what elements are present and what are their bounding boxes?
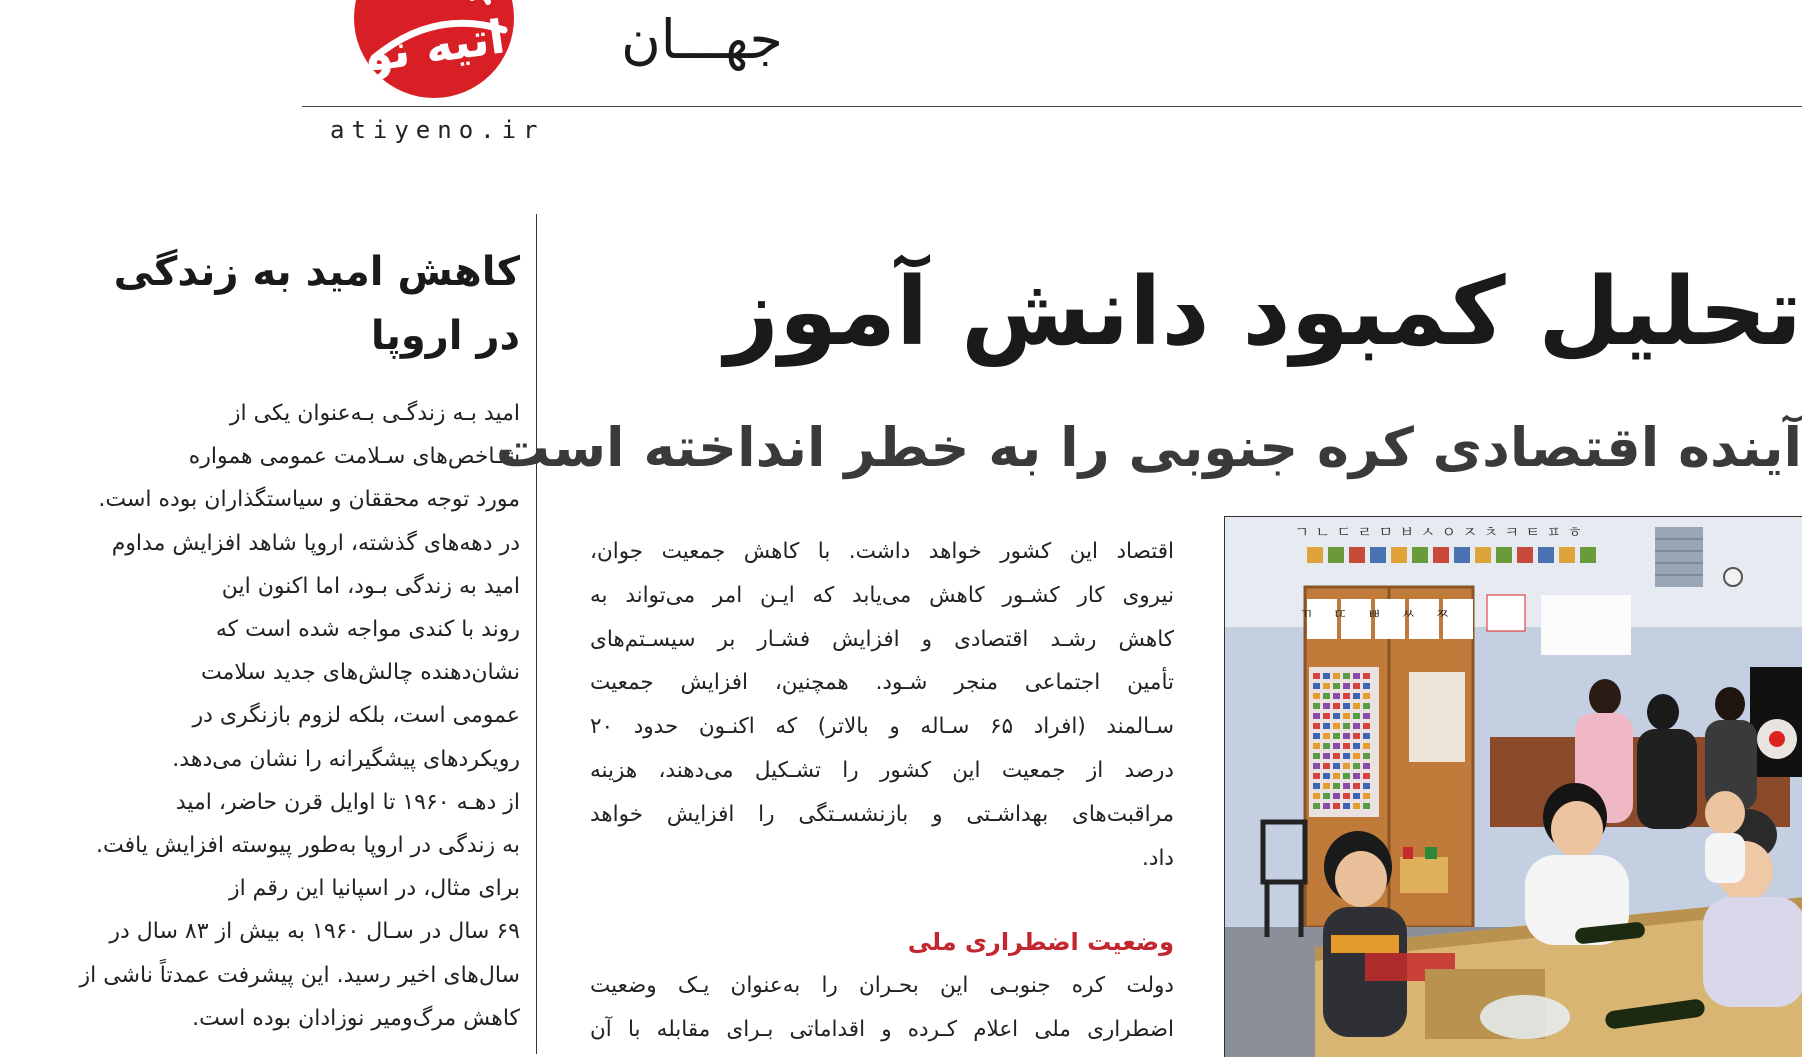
hangul-letter: ㄴ [1315, 523, 1330, 541]
article-photo[interactable] [1224, 516, 1802, 1057]
masthead-divider [302, 106, 1802, 107]
text-line: داد. [1142, 845, 1174, 871]
main-article-body [590, 530, 1174, 1052]
chart-cell [1333, 743, 1340, 749]
column-divider [536, 214, 537, 1054]
side-title-line: کاهش امید به زندگی [113, 249, 520, 295]
picture-card [1538, 547, 1554, 563]
side-body-line: عمومی است، بلکه لزوم بازنگری در [192, 703, 520, 729]
chart-cell [1343, 723, 1350, 729]
side-body-line: ۶۹ سال در سـال ۱۹۶۰ به بیش از ۸۳ سال در [109, 919, 520, 945]
chart-cell [1343, 703, 1350, 709]
chart-cell [1313, 693, 1320, 699]
chart-cell [1343, 683, 1350, 689]
side-body-line: از دهـه ۱۹۶۰ تا اوایل قرن حاضر، امید [175, 789, 520, 815]
hangul-letter: ㄹ [1357, 523, 1372, 541]
chart-cell [1363, 763, 1370, 769]
article-subheading: وضعیت اضطراری ملی [907, 928, 1174, 957]
chart-cell [1353, 773, 1360, 779]
chart-cell [1323, 713, 1330, 719]
side-article-title [0, 240, 520, 368]
text-line: سـالمند (افراد ۶۵ سـاله و بالاتر) که اکنـون حدود ۲۰ [590, 714, 1174, 740]
chart-cell [1353, 693, 1360, 699]
picture-card [1307, 547, 1323, 563]
side-body-line: کاهش مرگ‌ومیر نوزادان بوده است. [192, 1005, 520, 1031]
chart-cell [1363, 713, 1370, 719]
classroom-photo [1225, 517, 1802, 1057]
hangul-letter: ㅈ [1462, 523, 1477, 541]
chart-cell [1323, 733, 1330, 739]
picture-card [1580, 547, 1596, 563]
side-article [79, 240, 520, 1052]
chart-cell [1333, 773, 1340, 779]
hangul-letter: ㅊ [1483, 523, 1498, 541]
door-letter-cards [1299, 599, 1473, 639]
chart-cell [1353, 803, 1360, 809]
chart-cell [1313, 793, 1320, 799]
chart-cell [1343, 773, 1350, 779]
chart-cell [1343, 733, 1350, 739]
chart-cell [1313, 783, 1320, 789]
chart-cell [1363, 683, 1370, 689]
chart-cell [1363, 673, 1370, 679]
hangul-letter: ㄷ [1336, 523, 1351, 541]
chart-cell [1353, 673, 1360, 679]
text-line: کاهش رشـد اقتصادی و افزایش فشـار بر سیسـتم‌های [590, 626, 1174, 652]
chart-cell [1313, 753, 1320, 759]
chart-cell [1313, 803, 1320, 809]
side-body-line: امید به زندگی بـود، اما اکنون این [221, 573, 520, 599]
chart-cell [1333, 753, 1340, 759]
picture-card [1328, 547, 1344, 563]
chart-cell [1323, 793, 1330, 799]
chart-cell [1343, 753, 1350, 759]
side-body-line: در دهه‌های گذشته، اروپا شاهد افزایش مداوم [111, 530, 520, 556]
chart-cell [1363, 783, 1370, 789]
chart-cell [1333, 703, 1340, 709]
chart-cell [1323, 773, 1330, 779]
chart-cell [1333, 793, 1340, 799]
chart-cell [1323, 783, 1330, 789]
paragraph-2 [590, 964, 1174, 1052]
chart-cell [1313, 673, 1320, 679]
chart-cell [1353, 753, 1360, 759]
hangul-letter: ㅁ [1378, 523, 1393, 541]
chart-cell [1323, 673, 1330, 679]
chart-cell [1343, 793, 1350, 799]
main-headline: تحلیل کمبود دانش آموز [724, 258, 1802, 367]
chart-cell [1313, 743, 1320, 749]
chart-cell [1333, 673, 1340, 679]
chart-cell [1323, 693, 1330, 699]
chart-cell [1313, 683, 1320, 689]
side-body-line: برای مثال، در اسپانیا این رقم از [228, 876, 520, 902]
chart-cell [1363, 753, 1370, 759]
chart-cell [1363, 693, 1370, 699]
chart-cell [1353, 713, 1360, 719]
text-line: نیروی کار کشـور کاهش می‌یابد که ایـن امر می‌تواند به [590, 582, 1174, 608]
chart-cell [1313, 723, 1320, 729]
side-body-line: نشان‌دهنده چالش‌های جدید سلامت [200, 660, 520, 686]
chart-cell [1353, 743, 1360, 749]
side-body-line: به زندگی در اروپا به‌طور پیوسته افزایش یافت. [96, 833, 520, 859]
letter-card-text: ㄸ [1333, 607, 1347, 623]
chart-cell [1343, 673, 1350, 679]
picture-card [1412, 547, 1428, 563]
site-url[interactable]: atiyeno.ir [330, 116, 545, 144]
chart-cell [1333, 733, 1340, 739]
chart-cell [1333, 693, 1340, 699]
chart-cell [1313, 763, 1320, 769]
side-article-body [0, 392, 520, 1040]
side-body-line: رویکردهای پیشگیرانه را نشان می‌دهد. [172, 746, 520, 772]
side-title-line: در اروپا [370, 313, 520, 359]
paragraph-1 [590, 530, 1174, 880]
chart-cell [1343, 713, 1350, 719]
chart-cell [1363, 733, 1370, 739]
logo-text: اتیه نو [360, 9, 508, 83]
chart-cell [1353, 733, 1360, 739]
side-body-line: شـاخص‌های سـلامت عمومی همواره [188, 444, 520, 470]
side-body-line: سال‌های اخیر رسید. این پیشرفت عمدتاً ناشی از [79, 962, 520, 988]
chart-cell [1323, 743, 1330, 749]
hangul-letter: ㅇ [1441, 523, 1456, 541]
chart-cell [1313, 733, 1320, 739]
hangul-letter: ㅂ [1399, 523, 1414, 541]
chart-cell [1363, 773, 1370, 779]
picture-card [1433, 547, 1449, 563]
chart-cell [1333, 683, 1340, 689]
chart-cell [1333, 763, 1340, 769]
hangul-letter: ㅎ [1567, 523, 1582, 541]
letter-card-text: ㅉ [1435, 607, 1449, 623]
chart-cell [1363, 703, 1370, 709]
letter-card-text: ㅃ [1367, 607, 1381, 623]
chart-cell [1343, 743, 1350, 749]
chart-cell [1323, 763, 1330, 769]
chart-cell [1353, 703, 1360, 709]
chart-cell [1353, 683, 1360, 689]
picture-card [1391, 547, 1407, 563]
picture-card [1370, 547, 1386, 563]
chart-cell [1363, 803, 1370, 809]
text-line: درصد از جمعیت این کشور را تشـکیل می‌دهند، هزینه [590, 757, 1174, 783]
picture-card [1454, 547, 1470, 563]
chart-cell [1353, 723, 1360, 729]
chart-cell [1363, 743, 1370, 749]
chart-cell [1333, 723, 1340, 729]
picture-card [1349, 547, 1365, 563]
hangul-letter: ㅍ [1546, 523, 1561, 541]
chart-cell [1363, 723, 1370, 729]
chart-cell [1313, 703, 1320, 709]
atiyeno-logo[interactable] [354, 0, 514, 98]
chart-cell [1323, 683, 1330, 689]
main-subheadline: آینده اقتصادی کره جنوبی را به خطر انداخته است [495, 416, 1802, 479]
text-line: دولت کره جنوبـی این بحـران را به‌عنوان یـک وضعیت [590, 973, 1174, 999]
chart-cell [1353, 793, 1360, 799]
letter-card-text: ㄲ [1299, 607, 1313, 623]
chart-cell [1363, 793, 1370, 799]
text-line: اضطراری ملی اعلام کـرده و اقداماتی بـرای مقابله با آن [590, 1017, 1174, 1043]
text-line: تأمین اجتماعی منجر شـود. همچنین، افزایش جمعیت [590, 670, 1174, 696]
hangul-letter: ㅋ [1504, 523, 1519, 541]
chart-cell [1333, 713, 1340, 719]
hangul-letter: ㄱ [1294, 523, 1309, 541]
chart-cell [1323, 803, 1330, 809]
text-line: اقتصاد این کشور خواهد داشت. با کاهش جمعیت جوان، [590, 539, 1174, 564]
picture-card [1475, 547, 1491, 563]
section-title: جهـــان [621, 8, 783, 71]
side-body-line: امید بـه زندگـی بـه‌عنوان یکی از [229, 401, 520, 426]
picture-card [1559, 547, 1575, 563]
chart-cell [1343, 693, 1350, 699]
chart-cell [1353, 783, 1360, 789]
side-body-line: مورد توجه محققان و سیاستگذاران بوده است. [98, 487, 520, 513]
letter-card-text: ㅆ [1401, 607, 1415, 623]
chart-cell [1343, 783, 1350, 789]
chart-cell [1343, 803, 1350, 809]
picture-card [1496, 547, 1512, 563]
side-body-line: روند با کندی مواجه شده است که [215, 617, 520, 643]
hangul-letter: ㅅ [1420, 523, 1435, 541]
chart-cell [1353, 763, 1360, 769]
picture-card [1517, 547, 1533, 563]
chart-cell [1323, 723, 1330, 729]
chart-cell [1333, 783, 1340, 789]
chart-cell [1313, 713, 1320, 719]
chart-cell [1343, 763, 1350, 769]
chart-cell [1323, 753, 1330, 759]
chart-cell [1313, 773, 1320, 779]
hangul-letter: ㅌ [1525, 523, 1540, 541]
chart-cell [1323, 703, 1330, 709]
text-line: مراقبت‌های بهداشـتی و بازنشسـتگی را افزایش خواهد [590, 801, 1174, 827]
chart-cell [1333, 803, 1340, 809]
